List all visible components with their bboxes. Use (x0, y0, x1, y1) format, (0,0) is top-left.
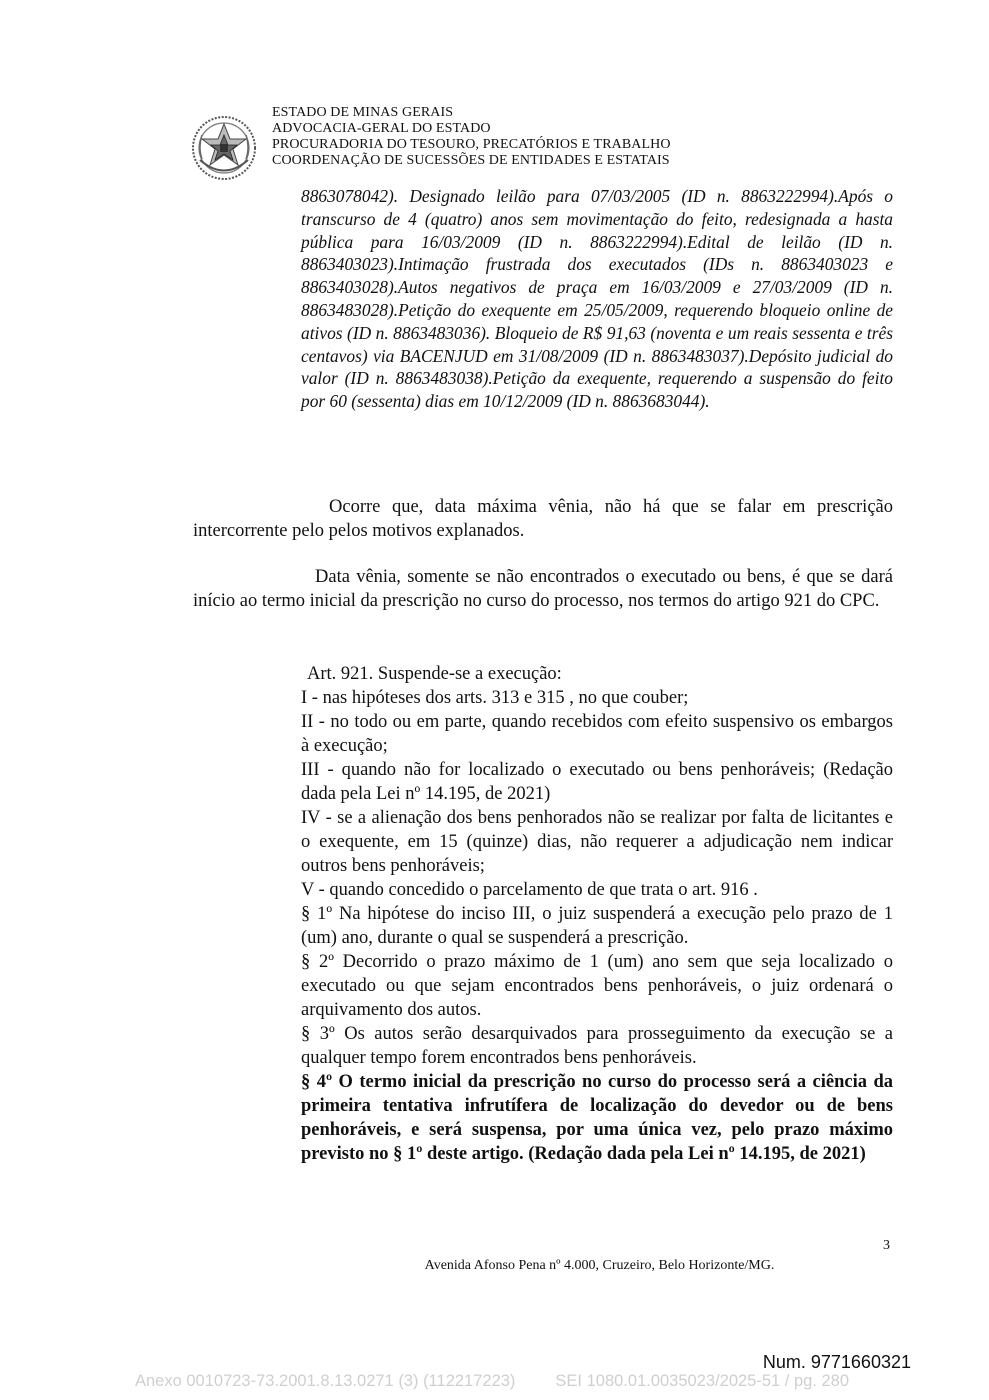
letterhead-line-coordenacao: COORDENAÇÃO DE SUCESSÕES DE ENTIDADES E ESTATAIS (272, 153, 670, 168)
article-item-i: I - nas hipóteses dos arts. 313 e 315 , no que couber; (301, 688, 689, 708)
annex-process-id: Anexo 0010723-73.2001.8.13.0271 (3) (112217223) (135, 1372, 516, 1390)
paragraph-prescription-start: Data vênia, somente se não encontrados o executado ou bens, é que se dará início ao termo inicial da prescrição no curso do processo, nos termos do artigo 921 do CPC. (193, 567, 893, 611)
page-number: 3 (883, 1238, 890, 1253)
article-item-v: V - quando concedido o parcelamento de que trata o art. 916 . (301, 880, 758, 900)
footer-address: Avenida Afonso Pena nº 4.000, Cruzeiro, Belo Horizonte/MG. (424, 1258, 775, 1273)
article-paragraph-3: § 3º Os autos serão desarquivados para prosseguimento da execução se a qualquer tempo forem encontrados bens penhoráveis. (301, 1024, 893, 1068)
document-number-stamp: Num. 9771660321 (762, 1352, 911, 1372)
article-item-ii: II - no todo ou em parte, quando recebidos com efeito suspensivo os embargos à execução; (301, 712, 893, 756)
letterhead-line-state: ESTADO DE MINAS GERAIS (272, 105, 454, 120)
article-item-iii: III - quando não for localizado o executado ou bens penhoráveis; (Redação dada pela Lei nº 14.195, de 2021) (301, 760, 893, 804)
case-history-quote (301, 185, 893, 413)
case-history-text: 8863078042). Designado leilão para 07/03/2005 (ID n. 8863222994).Após o transcurso de 4 (quatro) anos sem movimentação do feito, redesignada a hasta pública para 16/03/2009 (ID n. 8863222994).Edital de leilão (ID n. 8863403023).Intimação frustrada dos executados (IDs n. 8863403023 e 8863403028).Autos negativos de praça em 16/03/2009 e 27/03/2009 (ID n. 8863483028).Petição do exequente em 25/05/2009, requerendo bloqueio online de ativos (ID n. 8863483036). Bloqueio de R$ 91,63 (noventa e um reais sessenta e três centavos) via BACENJUD em 31/08/2009 (ID n. 8863483037).Depósito judicial do valor (ID n. 8863483038).Petição da exequente, requerendo a suspensão do feito por 60 (sessenta) dias em 10/12/2009 (ID n. 8863683044). (301, 186, 893, 412)
article-paragraph-4-bold: § 4º O termo inicial da prescrição no curso do processo será a ciência da primeira tentativa infrutífera de localização do devedor ou de bens penhoráveis, e será suspensa, por uma única vez, pelo prazo máximo previsto no § 1º deste artigo. (Redação dada pela Lei nº 14.195, de 2021) (301, 1072, 893, 1164)
annex-watermark (135, 1372, 849, 1391)
letterhead-line-agency: ADVOCACIA-GERAL DO ESTADO (272, 121, 491, 136)
article-paragraph-1: § 1º Na hipótese do inciso III, o juiz suspenderá a execução pelo prazo de 1 (um) ano, durante o qual se suspenderá a prescrição. (301, 904, 893, 948)
article-title: Art. 921. Suspende-se a execução: (307, 664, 562, 684)
letterhead-line-procuradoria: PROCURADORIA DO TESOURO, PRECATÓRIOS E TRABALHO (272, 137, 671, 152)
coat-of-arms-icon (190, 115, 258, 181)
article-paragraph-2: § 2º Decorrido o prazo máximo de 1 (um) ano sem que seja localizado o executado ou que sejam encontrados bens penhoráveis, o juiz ordenará o arquivamento dos autos. (301, 952, 893, 1020)
letterhead (272, 105, 671, 169)
paragraph-prescription-argument: Ocorre que, data máxima vênia, não há que se falar em prescrição intercorrente pelo pelos motivos explanados. (193, 497, 893, 541)
annex-sei-page: SEI 1080.01.0035023/2025-51 / pg. 280 (555, 1372, 850, 1390)
article-item-iv: IV - se a alienação dos bens penhorados não se realizar por falta de licitantes e o exequente, em 15 (quinze) dias, não requerer a adjudicação nem indicar outros bens penhoráveis; (301, 808, 893, 876)
article-921-quote (301, 662, 893, 1166)
